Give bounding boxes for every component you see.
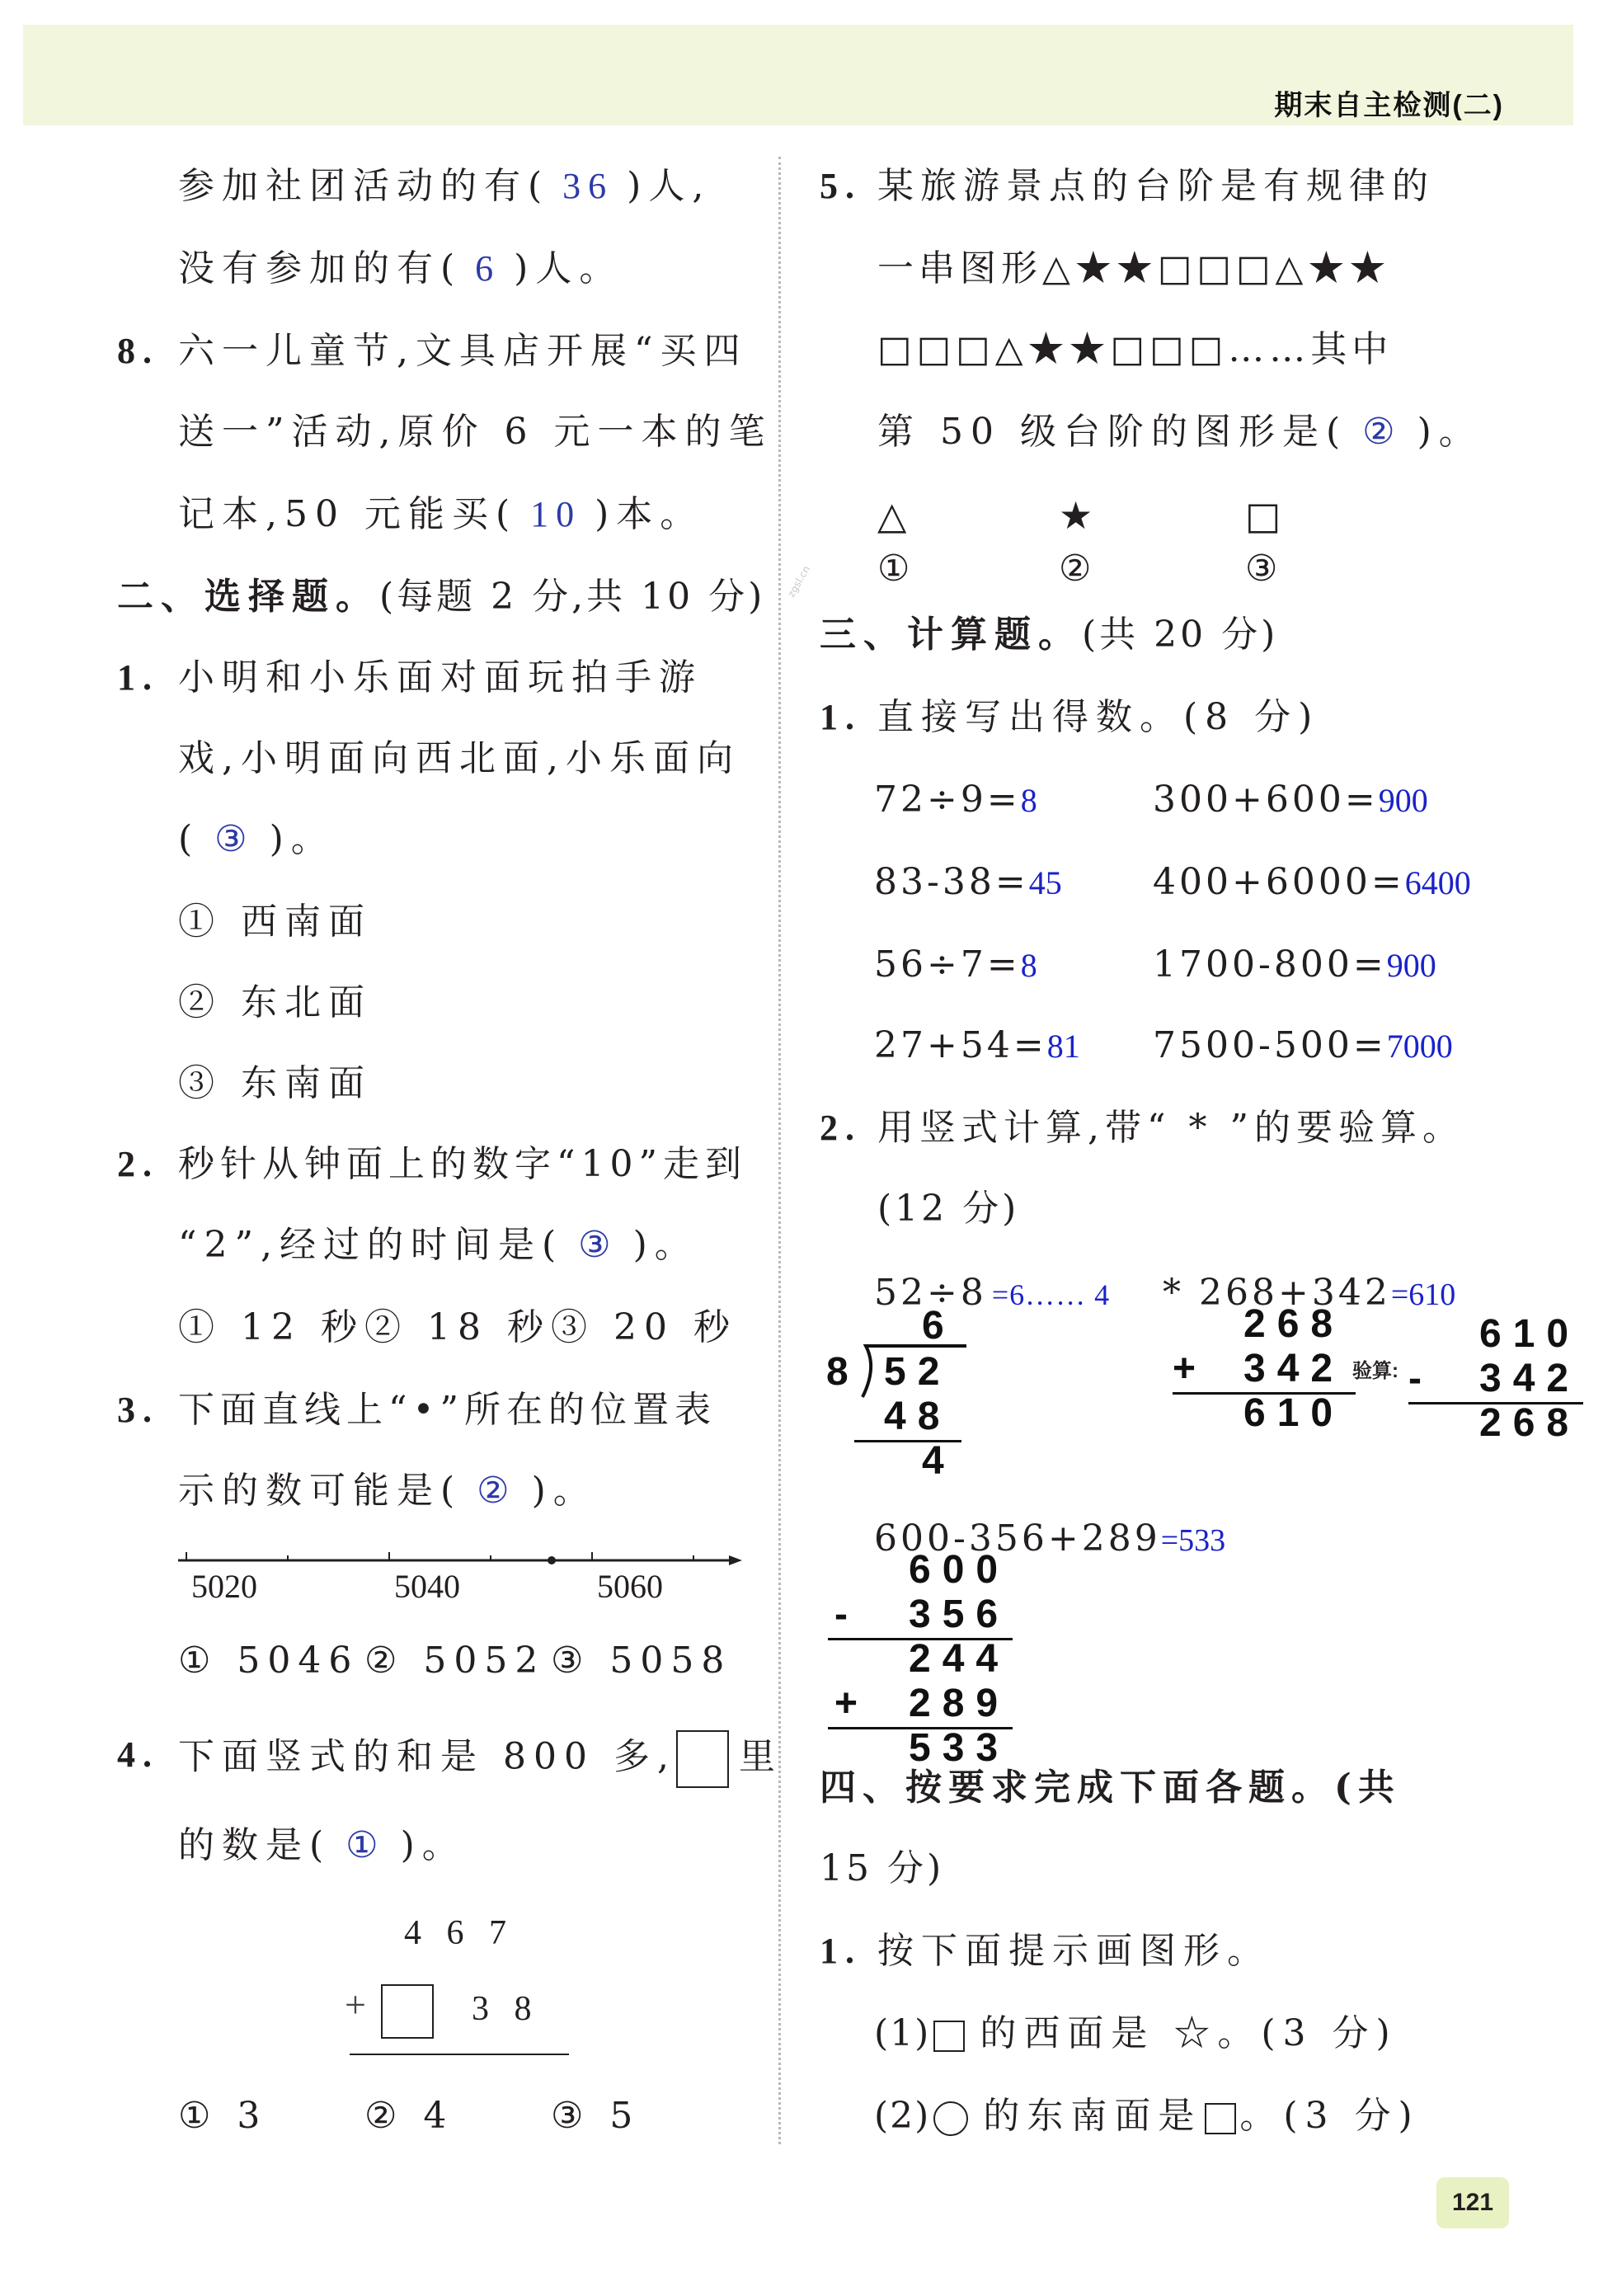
q8-line-3: 记本,50 元能买( 10 )本。 — [178, 493, 704, 535]
q5-number: 5. — [820, 166, 862, 206]
answer-q2: ③ — [578, 1225, 618, 1265]
q3-option-3: ③ 5058 — [551, 1640, 732, 1682]
triangle-icon: △ — [877, 493, 907, 538]
q8-line-1: 六一儿童节,文具店开展“买四 — [178, 330, 748, 372]
answer-box — [676, 1730, 729, 1788]
answer-10: 10 — [530, 494, 582, 534]
square-shape-icon — [933, 2021, 965, 2052]
axis-label-5020: 5020 — [191, 1568, 257, 1605]
axis-label-5060: 5060 — [597, 1568, 663, 1605]
answer-36: 36 — [562, 166, 614, 206]
q1-line-2: 戏,小明面向西北面,小乐面向 — [178, 737, 740, 779]
v1-quotient: 6 — [922, 1304, 956, 1348]
q4-missing-digit-box — [381, 1984, 434, 2039]
column-divider — [778, 157, 781, 2144]
v2-plus: + — [1173, 1347, 1208, 1390]
q3-number: 3. — [117, 1390, 159, 1430]
calc-5: 56÷7=8 — [874, 943, 1037, 986]
d1-number: 1. — [820, 1931, 862, 1971]
section-4-heading: 四、按要求完成下面各题。(共 — [820, 1767, 1401, 1809]
left-line-a: 参加社团活动的有( 36 )人, — [178, 165, 712, 207]
q1-option-3: ③ 东南面 — [178, 1062, 372, 1104]
q2-line-1: 秒针从钟面上的数字“10”走到 — [178, 1143, 747, 1185]
q4-option-1: ① 3 — [178, 2095, 268, 2137]
answer-6: 6 — [475, 248, 501, 289]
check-minus: - — [1408, 1357, 1433, 1400]
shape-mark-2: ② — [1059, 548, 1092, 590]
v3-row-2: 356 — [909, 1593, 1010, 1636]
q4-line-2: 的数是( ① )。 — [178, 1824, 466, 1866]
axis-label-5040: 5040 — [394, 1568, 460, 1605]
v2-top: 268 — [1243, 1302, 1345, 1346]
q1-option-2: ② 东北面 — [178, 981, 372, 1023]
q1-option-1: ① 西南面 — [178, 901, 372, 943]
v1-product: 48 — [884, 1395, 952, 1438]
q2-number: 2. — [117, 1144, 159, 1184]
answer-q1: ③ — [214, 819, 255, 859]
number-line-arrow — [729, 1555, 742, 1565]
q3-line-2: 示的数可能是( ② )。 — [178, 1470, 597, 1512]
c2-title: 用竖式计算,带“ * ”的要验算。 — [877, 1107, 1464, 1149]
v1-remainder: 4 — [922, 1439, 956, 1483]
q1-line-3: ( ③ )。 — [178, 818, 335, 860]
section-2-heading: 二、选择题。(每题 2 分,共 10 分) — [117, 576, 766, 618]
answer-q4: ① — [346, 1825, 386, 1866]
q2-line-2: “2”,经过的时间是( ③ )。 — [178, 1224, 698, 1266]
v2-expression: * 268+342=610 — [1163, 1272, 1456, 1314]
v3-row-3: 244 — [909, 1637, 1010, 1681]
section-4-heading-2: 15 分) — [820, 1847, 945, 1889]
watermark: zgsl.cn — [785, 563, 813, 600]
q4-addend-bottom: 3 8 — [472, 1990, 540, 2028]
q4-plus-sign: + — [345, 1983, 366, 2025]
c1-number: 1. — [820, 697, 862, 737]
v3-plus: + — [834, 1682, 870, 1725]
v3-row-4: 289 — [909, 1682, 1010, 1725]
q3-line-1: 下面直线上“•”所在的位置表 — [178, 1389, 717, 1431]
answer-q3: ② — [477, 1470, 517, 1511]
check-top: 610 — [1479, 1312, 1581, 1356]
v3-row-5: 533 — [909, 1726, 1010, 1770]
check-label: 验算: — [1352, 1360, 1399, 1382]
q8-line-2: 送一”活动,原价 6 元一本的笔 — [178, 411, 773, 453]
shape-mark-1: ① — [877, 548, 910, 590]
shape-mark-3: ③ — [1245, 548, 1278, 590]
section-3-heading: 三、计算题。(共 20 分) — [820, 614, 1279, 656]
v3-minus: - — [834, 1593, 859, 1636]
q4-option-3: ③ 5 — [551, 2095, 641, 2137]
square-icon: □ — [1245, 493, 1281, 538]
q4-line-1: 下面竖式的和是 800 多, 里 — [178, 1730, 783, 1788]
check-mid: 342 — [1479, 1357, 1581, 1400]
q2-option-1: ① 12 秒 — [178, 1306, 364, 1348]
v3-expression: 600-356+289=533 — [874, 1517, 1226, 1560]
circle-shape-icon — [933, 2101, 968, 2136]
v3-row-1: 600 — [909, 1548, 1010, 1592]
v1-divisor: 8 — [826, 1350, 860, 1394]
calc-6: 1700-800=900 — [1153, 943, 1436, 986]
q3-option-1: ① 5046 — [178, 1640, 360, 1682]
left-line-b: 没有参加的有( 6 )人。 — [178, 247, 623, 289]
q2-option-2: ② 18 秒 — [364, 1306, 551, 1348]
q4-sum-line — [350, 2054, 569, 2055]
q4-option-2: ② 4 — [364, 2095, 454, 2137]
c2-score: (12 分) — [877, 1188, 1020, 1230]
calc-4: 400+6000=6400 — [1153, 861, 1471, 903]
q4-addend-top: 4 6 7 — [404, 1914, 515, 1952]
check-result: 268 — [1479, 1401, 1581, 1445]
q4-number: 4. — [117, 1734, 159, 1775]
q1-number: 1. — [117, 657, 159, 698]
v1-expression: 52÷8 =6…… 4 — [874, 1272, 1111, 1314]
c1-title: 直接写出得数。(8 分) — [877, 696, 1320, 738]
star-icon: ★ — [1059, 493, 1093, 538]
v2-mid: 342 — [1243, 1347, 1345, 1390]
page-title: 期末自主检测(二) — [1274, 90, 1504, 121]
v1-dividend: 52 — [884, 1350, 952, 1394]
square-target-icon — [1205, 2103, 1236, 2134]
calc-2: 300+600=900 — [1153, 779, 1428, 821]
q5-line-3: □□□△★★□□□……其中 — [877, 328, 1394, 370]
calc-3: 83-38=45 — [874, 861, 1062, 903]
q5-line-4: 第 50 级台阶的图形是( ② )。 — [877, 411, 1483, 453]
q2-option-3: ③ 20 秒 — [551, 1306, 737, 1348]
q3-option-2: ② 5052 — [364, 1640, 546, 1682]
d1-item-a: (1) 的西面是 ☆。(3 分) — [874, 2012, 1398, 2054]
q5-line-2: 一串图形△★★□□□△★★ — [877, 247, 1391, 289]
q5-line-1: 某旅游景点的台阶是有规律的 — [877, 165, 1435, 207]
calc-7: 27+54=81 — [874, 1024, 1080, 1066]
position-dot — [548, 1556, 556, 1564]
d1-title: 按下面提示画图形。 — [877, 1930, 1271, 1972]
c2-number: 2. — [820, 1108, 862, 1148]
answer-q5: ② — [1362, 412, 1403, 452]
page-number: 121 — [1436, 2177, 1509, 2228]
calc-1: 72÷9=8 — [874, 779, 1037, 821]
calc-8: 7500-500=7000 — [1153, 1024, 1453, 1066]
d1-item-b: (2) 的东南面是 。(3 分) — [874, 2095, 1420, 2137]
q1-line-1: 小明和小乐面对面玩拍手游 — [178, 656, 703, 699]
v2-result: 610 — [1243, 1391, 1345, 1435]
q8-number: 8. — [117, 331, 159, 371]
